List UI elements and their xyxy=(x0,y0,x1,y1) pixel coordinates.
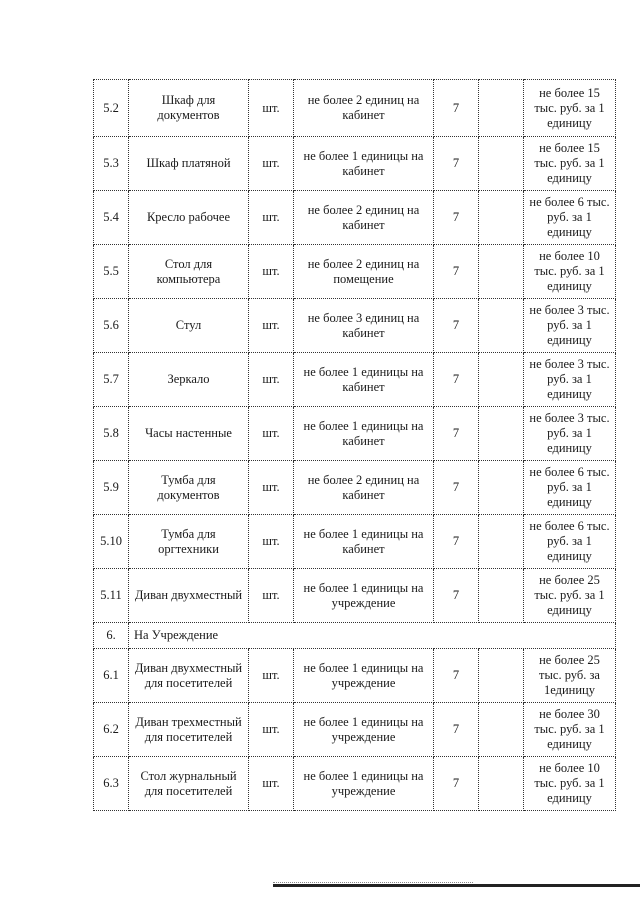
item-price: не более 15 тыс. руб. за 1 единицу xyxy=(524,137,616,191)
item-price: не более 6 тыс. руб. за 1 единицу xyxy=(524,461,616,515)
item-name: Стол журнальный для посетителей xyxy=(129,757,249,811)
item-number: 6.3 xyxy=(94,757,129,811)
table-row xyxy=(94,515,616,569)
item-price: не более 10 тыс. руб. за 1 единицу xyxy=(524,245,616,299)
item-years: 7 xyxy=(434,757,479,811)
footer-divider-dotted xyxy=(273,882,473,883)
item-unit: шт. xyxy=(249,649,294,703)
item-years: 7 xyxy=(434,515,479,569)
item-number: 6.1 xyxy=(94,649,129,703)
item-extra xyxy=(479,245,524,299)
section-title: На Учреждение xyxy=(129,623,616,649)
item-years: 7 xyxy=(434,569,479,623)
item-extra xyxy=(479,137,524,191)
table-row xyxy=(94,649,616,703)
table-row xyxy=(94,353,616,407)
item-unit: шт. xyxy=(249,569,294,623)
item-number: 5.10 xyxy=(94,515,129,569)
item-unit: шт. xyxy=(249,461,294,515)
item-name: Стул xyxy=(129,299,249,353)
item-years: 7 xyxy=(434,353,479,407)
item-number: 5.3 xyxy=(94,137,129,191)
item-name: Шкаф платяной xyxy=(129,137,249,191)
item-name: Диван двухместный для посетителей xyxy=(129,649,249,703)
item-name: Зеркало xyxy=(129,353,249,407)
table-row xyxy=(94,461,616,515)
item-quantity: не более 2 единиц на помещение xyxy=(294,245,434,299)
item-number: 5.7 xyxy=(94,353,129,407)
section-number: 6. xyxy=(94,623,129,649)
item-quantity: не более 1 единицы на кабинет xyxy=(294,407,434,461)
section-row xyxy=(94,623,616,649)
table-row xyxy=(94,245,616,299)
item-price: не более 3 тыс. руб. за 1 единицу xyxy=(524,299,616,353)
item-number: 5.11 xyxy=(94,569,129,623)
item-years: 7 xyxy=(434,649,479,703)
item-extra xyxy=(479,649,524,703)
item-price: не более 30 тыс. руб. за 1 единицу xyxy=(524,703,616,757)
table-row xyxy=(94,757,616,811)
table-row xyxy=(94,191,616,245)
item-unit: шт. xyxy=(249,703,294,757)
item-extra xyxy=(479,191,524,245)
item-quantity: не более 2 единиц на кабинет xyxy=(294,461,434,515)
item-unit: шт. xyxy=(249,80,294,137)
item-years: 7 xyxy=(434,299,479,353)
table-row xyxy=(94,569,616,623)
item-price: не более 25 тыс. руб. за 1единицу xyxy=(524,649,616,703)
item-extra xyxy=(479,757,524,811)
item-number: 5.9 xyxy=(94,461,129,515)
item-extra xyxy=(479,515,524,569)
item-unit: шт. xyxy=(249,245,294,299)
item-name: Тумба для оргтехники xyxy=(129,515,249,569)
table-row xyxy=(94,80,616,137)
item-price: не более 10 тыс. руб. за 1 единицу xyxy=(524,757,616,811)
item-extra xyxy=(479,353,524,407)
item-unit: шт. xyxy=(249,757,294,811)
item-price: не более 6 тыс. руб. за 1 единицу xyxy=(524,191,616,245)
table-row xyxy=(94,299,616,353)
item-price: не более 25 тыс. руб. за 1 единицу xyxy=(524,569,616,623)
item-unit: шт. xyxy=(249,407,294,461)
item-quantity: не более 2 единиц на кабинет xyxy=(294,80,434,137)
item-extra xyxy=(479,407,524,461)
item-extra xyxy=(479,569,524,623)
item-years: 7 xyxy=(434,191,479,245)
item-quantity: не более 1 единицы на кабинет xyxy=(294,137,434,191)
item-price: не более 3 тыс. руб. за 1 единицу xyxy=(524,407,616,461)
item-years: 7 xyxy=(434,80,479,137)
item-number: 5.2 xyxy=(94,80,129,137)
item-quantity: не более 1 единицы на кабинет xyxy=(294,353,434,407)
item-years: 7 xyxy=(434,137,479,191)
item-quantity: не более 1 единицы на кабинет xyxy=(294,515,434,569)
item-unit: шт. xyxy=(249,299,294,353)
table-row xyxy=(94,703,616,757)
norms-table xyxy=(93,79,616,811)
item-extra xyxy=(479,703,524,757)
item-unit: шт. xyxy=(249,191,294,245)
item-extra xyxy=(479,299,524,353)
item-name: Стол для компьютера xyxy=(129,245,249,299)
item-number: 5.4 xyxy=(94,191,129,245)
item-quantity: не более 1 единицы на учреждение xyxy=(294,703,434,757)
item-price: не более 3 тыс. руб. за 1 единицу xyxy=(524,353,616,407)
item-name: Часы настенные xyxy=(129,407,249,461)
item-extra xyxy=(479,80,524,137)
item-price: не более 15 тыс. руб. за 1 единицу xyxy=(524,80,616,137)
item-name: Тумба для документов xyxy=(129,461,249,515)
item-number: 6.2 xyxy=(94,703,129,757)
item-years: 7 xyxy=(434,245,479,299)
item-unit: шт. xyxy=(249,137,294,191)
item-quantity: не более 3 единиц на кабинет xyxy=(294,299,434,353)
item-unit: шт. xyxy=(249,353,294,407)
item-quantity: не более 1 единицы на учреждение xyxy=(294,569,434,623)
item-number: 5.8 xyxy=(94,407,129,461)
footer-divider xyxy=(273,884,640,887)
item-quantity: не более 2 единиц на кабинет xyxy=(294,191,434,245)
table-row xyxy=(94,407,616,461)
item-number: 5.5 xyxy=(94,245,129,299)
item-years: 7 xyxy=(434,407,479,461)
item-name: Диван двухместный xyxy=(129,569,249,623)
item-quantity: не более 1 единицы на учреждение xyxy=(294,757,434,811)
item-unit: шт. xyxy=(249,515,294,569)
item-years: 7 xyxy=(434,703,479,757)
item-quantity: не более 1 единицы на учреждение xyxy=(294,649,434,703)
item-name: Диван трехместный для посетителей xyxy=(129,703,249,757)
item-number: 5.6 xyxy=(94,299,129,353)
item-years: 7 xyxy=(434,461,479,515)
table-row xyxy=(94,137,616,191)
item-price: не более 6 тыс. руб. за 1 единицу xyxy=(524,515,616,569)
item-name: Кресло рабочее xyxy=(129,191,249,245)
item-name: Шкаф для документов xyxy=(129,80,249,137)
item-extra xyxy=(479,461,524,515)
